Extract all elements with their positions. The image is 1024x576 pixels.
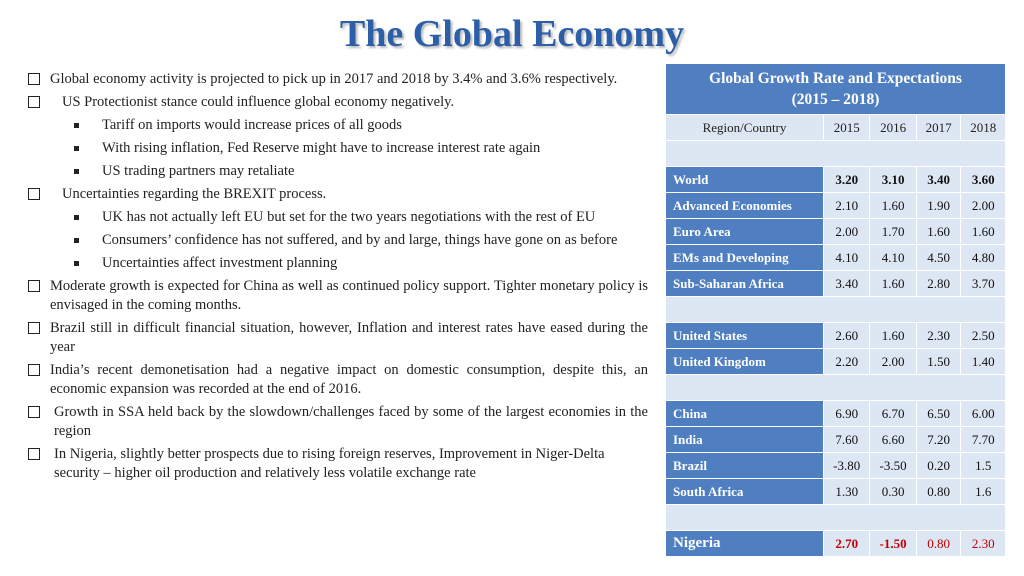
table-row [666,193,1006,219]
table-cell: -3.80 [824,453,870,479]
table-row [666,219,1006,245]
table-cell: 3.40 [916,167,961,193]
table-cell: 1.60 [916,219,961,245]
table-cell: 2.00 [870,349,916,375]
table-header-row [666,115,1006,141]
sub-bullet: With rising inflation, Fed Reserve might have to increase interest rate again [28,139,648,158]
table-cell: 0.80 [916,531,961,557]
table-cell: 2.60 [824,323,870,349]
square-bullet-icon [74,169,79,174]
table-cell: 1.60 [870,271,916,297]
row-label: United Kingdom [666,349,824,375]
table-cell: 2.20 [824,349,870,375]
bullet: US Protectionist stance could influence global economy negatively. [28,93,648,112]
table-cell: 1.30 [824,479,870,505]
table-title: Global Growth Rate and Expectations (2015 – 2018) [666,64,1006,115]
sub-bullet: Consumers’ confidence has not suffered, and by and large, things have gone on as before [28,231,648,250]
table-cell: 1.60 [870,193,916,219]
table-row [666,167,1006,193]
sub-bullet: US trading partners may retaliate [28,162,648,181]
table-row [666,323,1006,349]
table-row [666,401,1006,427]
table-cell: 1.50 [916,349,961,375]
table-cell: 7.20 [916,427,961,453]
spacer-row [666,297,1006,323]
table-cell: 0.80 [916,479,961,505]
table-cell: 3.10 [870,167,916,193]
column-header: 2016 [870,115,916,141]
table-cell: 2.70 [824,531,870,557]
row-label: Nigeria [666,531,824,557]
bullet: Growth in SSA held back by the slowdown/challenges faced by some of the largest economies in the region [28,403,648,441]
table-cell: 3.20 [824,167,870,193]
square-bullet-icon [74,123,79,128]
square-bullet-icon [74,146,79,151]
table-cell: 2.00 [961,193,1006,219]
table-cell: 2.50 [961,323,1006,349]
row-label: India [666,427,824,453]
square-bullet-icon [74,261,79,266]
checkbox-bullet-icon [28,96,40,108]
checkbox-bullet-icon [28,188,40,200]
table-cell: 6.00 [961,401,1006,427]
bullet: Moderate growth is expected for China as well as continued policy support. Tighter monetary policy is envisaged in the coming months. [28,277,648,315]
table-cell: -3.50 [870,453,916,479]
square-bullet-icon [74,238,79,243]
table-row [666,349,1006,375]
sub-bullet: Uncertainties affect investment planning [28,254,648,273]
column-header: 2015 [824,115,870,141]
table-row [666,245,1006,271]
table-cell: 4.50 [916,245,961,271]
table-row [666,271,1006,297]
table-row [666,453,1006,479]
table-cell: 6.50 [916,401,961,427]
table-cell: 0.30 [870,479,916,505]
table-cell: 4.80 [961,245,1006,271]
table-cell: 1.70 [870,219,916,245]
row-label: World [666,167,824,193]
bullet: In Nigeria, slightly better prospects due to rising foreign reserves, Improvement in Niger-Delta security – higher oil production and relatively less volatile exchange rate [28,445,648,483]
table-row [666,479,1006,505]
row-label: South Africa [666,479,824,505]
checkbox-bullet-icon [28,280,40,292]
row-label: EMs and Developing [666,245,824,271]
checkbox-bullet-icon [28,364,40,376]
table-cell: 4.10 [824,245,870,271]
row-label: China [666,401,824,427]
checkbox-bullet-icon [28,322,40,334]
table-cell: 2.30 [916,323,961,349]
table-cell: 1.60 [870,323,916,349]
table-cell: 4.10 [870,245,916,271]
square-bullet-icon [74,215,79,220]
row-label: Euro Area [666,219,824,245]
row-label: United States [666,323,824,349]
row-label: Advanced Economies [666,193,824,219]
table-cell: 0.20 [916,453,961,479]
bullet: Uncertainties regarding the BREXIT process. [28,185,648,204]
bullet-list [28,70,648,487]
table-cell: 6.70 [870,401,916,427]
table-cell: 6.60 [870,427,916,453]
column-header: Region/Country [666,115,824,141]
table-cell: 3.60 [961,167,1006,193]
table-cell: 1.5 [961,453,1006,479]
column-header: 2017 [916,115,961,141]
sub-bullet: Tariff on imports would increase prices of all goods [28,116,648,135]
table-cell: -1.50 [870,531,916,557]
checkbox-bullet-icon [28,448,40,460]
table-cell: 7.60 [824,427,870,453]
spacer-row [666,375,1006,401]
table-cell: 7.70 [961,427,1006,453]
row-label: Sub-Saharan Africa [666,271,824,297]
table-cell: 2.80 [916,271,961,297]
table-cell: 2.10 [824,193,870,219]
table-cell: 2.00 [824,219,870,245]
table-cell: 3.40 [824,271,870,297]
table-cell: 1.60 [961,219,1006,245]
table-cell: 3.70 [961,271,1006,297]
table-row [666,427,1006,453]
row-label: Brazil [666,453,824,479]
table-cell: 1.40 [961,349,1006,375]
table-row [666,531,1006,557]
bullet: Brazil still in difficult financial situation, however, Inflation and interest rates have eased during the year [28,319,648,357]
bullet: India’s recent demonetisation had a negative impact on domestic consumption, despite this, an economic expansion was recorded at the end of 2016. [28,361,648,399]
table-cell: 6.90 [824,401,870,427]
bullet: Global economy activity is projected to pick up in 2017 and 2018 by 3.4% and 3.6% respectively. [28,70,648,89]
sub-bullet: UK has not actually left EU but set for the two years negotiations with the rest of EU [28,208,648,227]
checkbox-bullet-icon [28,406,40,418]
column-header: 2018 [961,115,1006,141]
growth-rate-table [665,63,1006,557]
table-cell: 2.30 [961,531,1006,557]
table-cell: 1.90 [916,193,961,219]
page-title: The Global Economy [339,13,685,55]
spacer-row [666,141,1006,167]
table-cell: 1.6 [961,479,1006,505]
spacer-row [666,505,1006,531]
checkbox-bullet-icon [28,73,40,85]
